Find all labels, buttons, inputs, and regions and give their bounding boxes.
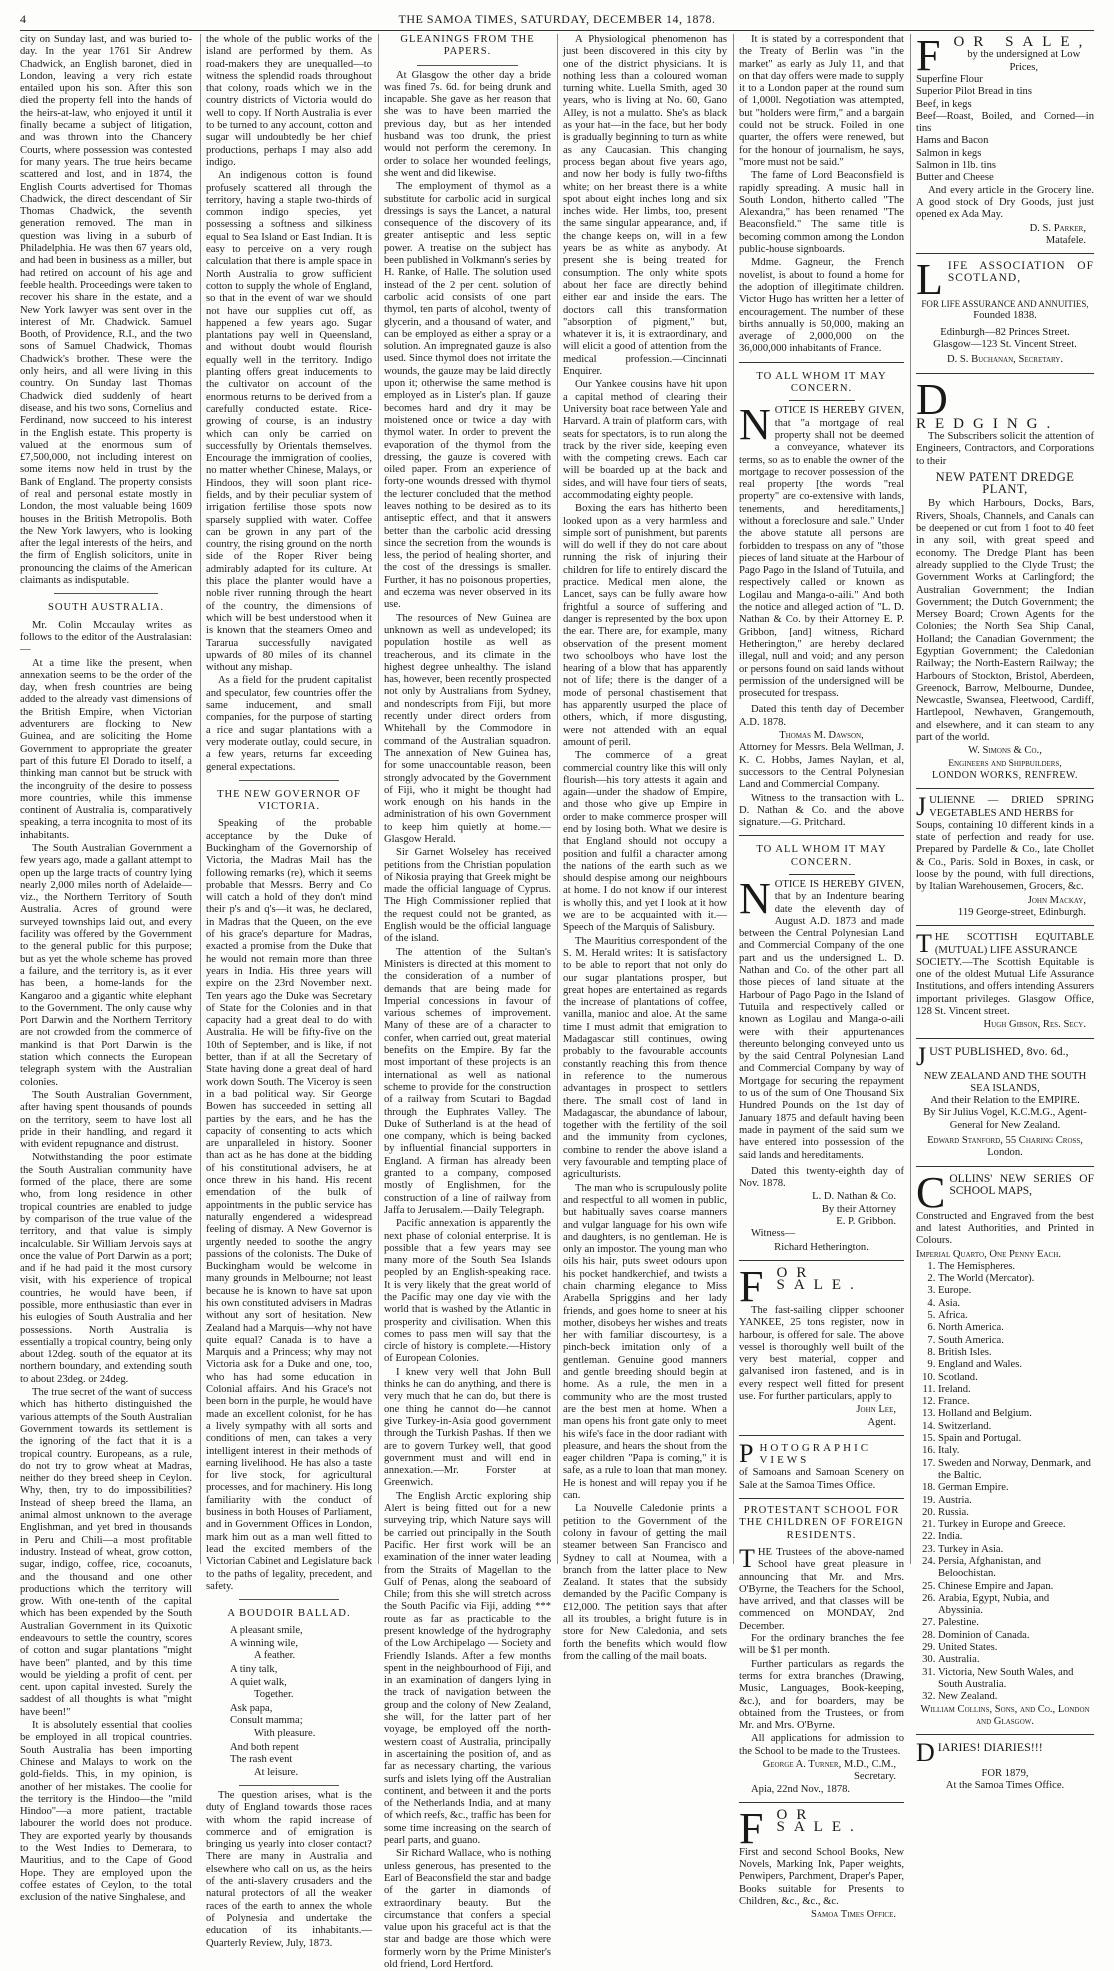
protestant-school-advert: [739, 1505, 904, 1796]
map-list-item: 21. Turkey in Europe and Greece.: [938, 1519, 1094, 1531]
divider: [916, 373, 1094, 374]
poem-line: The rash event: [230, 1754, 293, 1766]
notice-dated: Dated this tenth day of December A.D. 1878.: [739, 704, 904, 728]
column-rule: [200, 34, 201, 1564]
column-rule: [557, 34, 558, 1564]
advert-founded: Founded 1838.: [973, 310, 1037, 322]
divider: [417, 65, 517, 66]
collins-maps-advert: [916, 1167, 1094, 1728]
grocery-item: Beef, in kegs: [916, 98, 972, 110]
newspaper-title: THE SAMOA TIMES, SATURDAY, DECEMBER 14, 1878.: [398, 12, 716, 26]
article-paragraph: An indigenous cotton is found profusely scattered all through the territory, having a staple two-thirds of common indigo species, yet possessing a softness and silkiness equal to Sea Island or East Indian. It is easy to perceive on a very rough calculation that there is ample space in North Australia to grow sufficient cotton to supply the whole of England, so that in the event of war we should not have our supplies cut off, as happened a few years ago. Sugar plantations pay well in Queensland, and without doubt would flourish equally well in the territory. Indigo planting offers great inducements to the cultivator on account of the enormous returns to be derived from a carefully conducted estate. Rice-growing of course, is an industry which can only be carried on successfully by Orientals themselves. Encourage the immigration of coolies, no matter whether Chinese, Malays, or Hindoos, they will soon plant rice-fields, and by their peculiar system of irrigation fertilise those spots now sparsely supplied with water. Coffee can be grown in any part of the country, the rising ground on the north side of the Roper River being admirably adapted for its culture. At this place the planter would have a noble river running through the heart of the country, the dimensions of which will be best understood when it is known that the steamers Omeo and Tararua successfully navigated upwards of 80 miles of its channel without any mishap.: [206, 170, 372, 674]
divider: [916, 253, 1094, 254]
divider: [916, 925, 1094, 926]
article-paragraph: La Nouvelle Caledonie prints a petition to the Government of the colony in favour of getting the mail steamer between San Francisco and Sydney to call at Noumea, with a branch from the latter place to New Zealand. It states that the subsidy demanded by the Pacific Company is £12,000. The petition says that after all its troubles, a bright future is in store for New Caledonia, and sets forth the benefits which would flow from the calling of the mail boats.: [563, 1503, 727, 1662]
article-paragraph: The fame of Lord Beaconsfield is rapidly spreading. A music hall in South London, hitherto called "The Alexandra," has been renamed "The Beaconsfield." The same title is becoming common among the London public-house signboards.: [739, 170, 904, 256]
notice-signature: Thomas M. Dawson,: [779, 730, 864, 742]
notice-body: OTICE IS HEREBY GIVEN, that by an Indenture bearing date the eleventh day of August A.D. 1873 and made between the Central Polynesian Land and Commercial Company of the one part and us the undersigned L. D. Nathan and Co. of the other part all those pieces of land situate at the Harbour of Pago Pago in the Island of Tutuila and respectively called or known as Logilau and Manga-o-aili were with their appurtenances thereunto belonging conveyed unto us by the said Central Polynesian Land and Commercial Company by way of Mortgage for securing the repayment to us of the sum of One Thousand Six Hundred Pounds on the 1st day of January 1875 and default having been made in payment of the said sum we have entered into possession of the said lands and hereditaments.: [739, 879, 904, 1161]
notice-dated: Dated this twenty-eighth day of Nov. 1878.: [739, 1165, 904, 1190]
dropcap-t: T: [739, 1543, 755, 1573]
article-paragraph: I knew very well that John Bull thinks he can do anything, and there is very much that he can do, but there is one thing he cannot do—he cannot give Turkey-in-Asia good government through the Turkish Pashas. If then we are to govern Turkey well, that good government must and will end in annexation.—Mr. Forster at Greenwich.: [384, 1366, 551, 1489]
map-list-item: 7. South America.: [938, 1335, 1094, 1347]
article-paragraph: It is absolutely essential that coolies be employed in all tropical countries. South Australia has been importing Chinese and Malays to work on the gold-fields. This, in my opinion, is another of her mistakes. The coolie for the territory is the Hindoo—the "mild Hindoo"—a more patient, tractable labourer the world does not produce. They are exported yearly by thousands to the West Indies to Demerara, to Mauritius, and to the Cape of Good Hope. They are employed upon the coffee estates of Ceylon, to the total exclusion of the native Singhalese, and: [20, 1720, 192, 1904]
divider: [916, 788, 1094, 789]
poem-line: A feather.: [254, 1650, 296, 1661]
grocery-item: Salmon in kegs: [916, 147, 982, 159]
article-paragraph: Notwithstanding the poor estimate the South Australian community have formed of the place, there are some who, from long residence in other tropical countries are enabled to judge by comparison of the true value of the territory, and that value is simply incalculable. Sir William Jervois says at once the value of Port Darwin as a port; and if he had paid it the most cursory visit, with his experience of tropical countries, he would have been, if possible, more enthusiastic than ever in his eulogies of South Australia and her possessions. North Australia is essentially a tropical country, being only about 12deg. south of the equator at its northern boundary, and extending south to about 23deg. or 24deg.: [20, 1152, 192, 1385]
map-list-item: 12. France.: [938, 1396, 1094, 1408]
advert-author: By Sir Julius Vogel, K.C.M.G., Agent-General for New Zealand.: [923, 1107, 1087, 1131]
map-list-item: 30. Australia.: [938, 1654, 1094, 1666]
life-association-advert: [916, 255, 1094, 366]
map-list-item: 1. The Hemispheres.: [938, 1261, 1094, 1273]
article-paragraph: Sir Richard Wallace, who is nothing unless generous, has presented to the Earl of Beaconsfield the star and badge of the garter in diamonds of extraordinary beauty. But the circumstance that confers a special value upon his graceful act is that the star and badge are those which were formerly worn by the Prime Minister's old friend, Lord Hertford.: [384, 1848, 551, 1971]
poem-line: Together.: [254, 1688, 294, 1700]
dropcap-j: J: [916, 1041, 927, 1071]
heading-new-governor: THE NEW GOVERNOR OF VICTORIA.: [217, 788, 361, 813]
map-list-item: 6. North America.: [938, 1322, 1094, 1334]
dropcap-p: P: [739, 1438, 757, 1468]
poem-line: With pleasure.: [254, 1727, 316, 1739]
poem-line: A winning wile,: [230, 1637, 298, 1649]
advert-heading: REDGING.: [916, 415, 1060, 432]
advert-subheading: by the undersigned at Low Prices,: [967, 49, 1081, 73]
grocery-item: Superior Pilot Bread in tins: [916, 86, 1032, 98]
for-sale-grocery-advert: [916, 31, 1094, 247]
article-paragraph: The Mauritius correspondent of the S. M. Herald writes: It is satisfactory to be able to report that not only do our sugar plantations prosper, but great hopes are entertained as regards the increase of plantations of coffee, vanilla, manioc and aloe. At the same time I must admit that emigration to Madagascar still continues, owing probably to the favourable accounts constantly reaching this from thence in reference to the numerous advantages in prospect to settlers there. The small cost of land in Madagascar, the abundance of labour, together with the fertility of the soil and the immunity from cyclones, combine to render the above island a very favourable and tempting place of agriculturists.: [563, 935, 727, 1181]
dropcap-t: T: [916, 929, 932, 959]
divider: [739, 835, 904, 836]
advert-heading: HE SCOTTISH EQUITABLE (MUTUAL) LIFE ASSURANCE: [934, 932, 1094, 956]
notice-body: OTICE IS HEREBY GIVEN, that "a mortgage of real property shall not be deemed a conveyance, whatever its terms, so as to enable the owner of the mortgage to recover possession of the real property [the words "real property" are co-extensive with lands, tenements, and hereditaments,] without a foreclosure and sale." Under the above statute all persons are forbidden to trespass on any of "those pieces of land situate at the Harbour of Pago Pago in the Island of Tutuila, and respectively called or known as Logilau and Manga-o-aili." And both the notice and alleged action of "L. D. Nathan & Co. by their Attorney E. P. Gribbon, [and] witness, Richard Hetherington," are hereby declared illegal, null and void; and any person or persons found on said lands without permission of the undersigned will be prosecuted for trespass.: [739, 405, 904, 700]
advert-heading: OLLINS' NEW SERIES OF SCHOOL MAPS,: [949, 1172, 1094, 1197]
map-list-item: 25. Chinese Empire and Japan.: [938, 1581, 1094, 1593]
article-paragraph: It is stated by a correspondent that the Treaty of Berlin was "in the market" as early as July 11, and that on that day offers were made to supply it to a London paper at the round sum of 1,000l. Negotiation was attempted, but "holders were firm," and a bargain could not be struck. Foiled in one quarter, the offers were renewed, but for the honour of journalism, he says, "more must not be said.": [739, 34, 904, 168]
map-list-item: 2. The World (Mercator).: [938, 1273, 1094, 1285]
poem-line: And both repent: [230, 1742, 299, 1754]
for-sale-books-advert: [739, 1803, 904, 1922]
poem-line: Consult mamma;: [230, 1715, 303, 1727]
advert-heading: PROTESTANT SCHOOL FOR THE CHILDREN OF FOREIGN RESIDENTS.: [739, 1505, 904, 1541]
column-6: [916, 31, 1094, 1792]
notice-advert-1: [739, 400, 904, 700]
advert-heading: IARIES! DIARIES!!!: [937, 1740, 1043, 1755]
divider: [739, 362, 904, 363]
advert-signature: William Collins, Sons, and Co., London and Glasgow.: [920, 1703, 1090, 1727]
map-list-item: 4. Asia.: [938, 1298, 1094, 1310]
advert-body: Constructed and Engraved from the best and latest Authorities, and Printed in Colours.: [916, 1210, 1094, 1247]
poem-line: A quiet walk,: [230, 1676, 287, 1688]
advert-signature: D. S. Buchanan, Secretary.: [946, 354, 1064, 366]
advert-signature: W. Simons & Co.,: [968, 745, 1042, 757]
maps-list: [938, 1261, 1094, 1704]
advert-signature: Matafele.: [1045, 234, 1086, 246]
advert-body: All applications for admission to the School to be made to the Trustees.: [739, 1733, 904, 1757]
article-chadwick-text: city on Sunday last, and was buried to-day. In the year 1761 Sir Andrew Chadwick, an English baronet, died in London, leaving a very rich estate entailed upon his son. After this son died the property fell into the hands of the heirs-at-law, who enjoyed it until it finally became a subject of litigation, and was thrown into the Chancery Courts, where possession was contested for many years. The true heirs became scattered and lost, and in 1874, the English Courts advertised for Thomas Chadwick, the direct descendant of Sir Thomas Chadwick, the seventh generation removed. The man in question was living in a suburb of Philadelphia. He was then 67 years old, and had been in business as a miller, but had retired on account of his age and feeble health. Proceedings were taken to recover his share in the estate, and a New York lawyer was sent over in the interest of Mr. Chadwick. Samuel Booth, of Providence, R.I., and the two sons of Samuel Chadwick, Thomas Chadwick's brother. These were the only heirs, and all were living in this country. On Sunday last Thomas Chadwick died suddenly of heart disease, and his two sons, Cornelius and Ferdinand, now succeed to his interest in the English estate. This property is valued at the enormous sum of £7,500,000, not including interest on some items now held in trust by the Bank of England. The property consists of real and personal estate mostly in London, the most valuable being 1609 houses in the British Metropolis. Both the New York lawyers, who is looking after the legal interests of the heirs, and the firm of English solicitors, unite in pronouncing the claims of the American claimants as indisputable.: [20, 34, 192, 587]
advert-publisher: Edward Stanford, 55 Charing Cross,: [927, 1135, 1083, 1147]
advert-body: By which Harbours, Docks, Bars, Rivers, Shoals, Channels, and Canals can be deepened or cut from 1 foot to 40 feet in any soil, with great speed and economy. The Dredge Plant has been already supplied to the Clyde Trust; the Government Works at Carlingford; the Australian Government; the Indian Government; the Dutch Government; the Mersey Board; Crown Agents for the Colonies; the North Sea Ship Canal, Holland; the Canadian Government; the Egyptian Government; the Caledonian Railway; the North-Eastern Railway; the Harbours of Stockton, Bristol, Aberdeen, Greenock, Barrow, Melbourne, Dundee, Newcastle, Swansea, Fleetwood, Cardiff, Hartlepool, Newhaven, Grangemouth, and elsewhere, and it can steam to any part of the world.: [916, 498, 1094, 744]
heading-gleanings: GLEANINGS FROM THE PAPERS.: [400, 34, 535, 58]
dropcap-c: C: [916, 1167, 946, 1217]
advert-heading: UST PUBLISHED, 8vo. 6d.,: [929, 1043, 1069, 1058]
article-paragraph: Mdme. Gagneur, the French novelist, is about to found a home for the adoption of illegitimate children. Victor Hugo has written her a letter of encouragement. The number of these births annually is 50,000, making an average of 2,000,000 on the 36,000,000 inhabitants of France.: [739, 257, 904, 355]
advert-body: First and second School Books, New Novels, Marking Ink, Paper weights, Penwipers, Parchment, Draper's Paper, Books suitable for Presents to Children, &c., &c., &c.: [739, 1846, 904, 1908]
divider: [739, 1802, 904, 1803]
map-list-item: 26. Arabia, Egypt, Nubia, and Abyssinia.: [938, 1593, 1094, 1618]
divider: [916, 1038, 1094, 1039]
advert-heading: ULIENNE — DRIED SPRING VEGETABLES AND HERBS for: [929, 795, 1094, 819]
article-paragraph: The South Australian Government a few years ago, made a gallant attempt to open up the large tracts of country lying nearly 2,000 miles north of Adelaide—viz., the Northern Territory of South Australia. Acres of ground were surveyed townships laid out, and every facility was offered by the Government to the general public for this purpose; but as yet the whole scheme has proved a failure, and the territory is, as it ever has been, a home-lands for the Kangaroo and a gigantic white elephant to the Government. The only cause why Port Darwin and the Northern Territory are not crowded from the commerce of mankind is that Port Darwin is the station which connects the European telegraph system with the Australian colonies.: [20, 843, 192, 1088]
divider: [916, 1166, 1094, 1167]
map-list-item: 3. Europe.: [938, 1285, 1094, 1297]
article-paragraph: The man who is scrupulously polite and respectful to all women in public, but habitually saves coarse manners and vulgar language for his own wife and daughters, is no gentleman. He is only an impostor. The young man who oils his hair, puts sweet odours upon his pocket handkerchief, and twists a chain charming elegance to Miss Arabella Spriggins and her lady friends, and goes home to sneer at his mother, disobeys her wishes and treats her with familiar discourtesy, is a pinch-beck imitation only of a gentleman. Genuine good manners and gentle breeding should begin at home. As a rule, the men in a community who are the most trusted are the best men at home. When a man opens his front gate only to meet his wife's face in the door radiant with pleasure, and hears the shout from the eager children "Papa is coming," it is safe, as a rule to loan that man money. He is honest and will repay you if he can.: [563, 1182, 727, 1502]
poem-line: A tiny talk,: [230, 1664, 278, 1676]
column-2: [206, 34, 372, 1949]
poem-line: Ask papa,: [230, 1703, 273, 1715]
heading-south-australia: SOUTH AUSTRALIA.: [47, 602, 165, 614]
advert-heading: OR SALE.: [776, 1806, 863, 1836]
article-paragraph: The true secret of the want of success which has hitherto distinguished the various attempts of the South Australian Government towards its settlement is the ignoring of the fact that it is a tropical country. Europeans, as a rule, do not try to grow wheat at Madras, neither do they breed sheep in Ceylon. Why, then, try to do impossibilities? Instead of sheep breed the llama, an animal almost unknown to the average Englishman, and yet bred in thousands in Peru and Chili—a most profitable industry. Instead of wheat, grow cotton, sugar, indigo, coffee, rice, cocoanuts, and the thousand and one other productions which the territory will grow. With one-tenth of the capital which has been expended by the South Australian Government in its Quixotic endeavours to settle the country, scores of cotton and sugar plantations "might have been" planted, and by this time would be yielding a profit of cent. per cent. upon capital invested. Surely the saddest of all thoughts is what "might have been!": [20, 1387, 192, 1718]
poem-stanza: [230, 1664, 372, 1701]
advert-heading: HOTOGRAPHIC VIEWS: [759, 1441, 872, 1467]
advert-subheading: FOR LIFE ASSURANCE AND ANNUITIES,: [921, 299, 1089, 310]
article-paragraph: The commerce of a great commercial country like this will only flourish—his tory attests it again and again—under the shadow of Empire, and those who give up Empire in order to make commerce prosper will end by losing both. What we desire is that England should not occupy a position and fulfil a character among the nations of the earth such as we should despise among our neighbours at home. I do not know if our interest is wholly this, and yet I look at it how we are to be acquainted with it.—Speech of the Marquis of Salisbury.: [563, 750, 727, 934]
article-paragraph: the whole of the public works of the island are performed by them. As road-makers they are unequalled—to witness the splendid roads throughout that colony, roads which we in the country districts of Victoria would do well to copy. If North Australia is ever to be turned to any account, cotton and sugar will undoubtedly be her chief productions, perhaps I may also add indigo.: [206, 34, 372, 168]
dropcap-d: D: [916, 374, 957, 424]
advert-signature: John Mackay,: [1027, 894, 1086, 906]
notice-witness: Witness to the transaction with L. D. Nathan & Co. and the above signature.—G. Pritchard.: [739, 792, 904, 829]
article-paragraph: The attention of the Sultan's Ministers is directed at this moment to the consideration of a number of demands that are being made for Imperial concessions in favour of various schemes of improvement. Many of these are of a character to confer, when carried out, great material benefits on the Empire. By far the most important of these projects is an international as well as national scheme to provide for the construction of a railway from Scutari to Bagdad through the Euphrates Valley. The Duke of Sutherland is at the head of one company, which is being backed by influential financial supporters in England. A firman has already been granted to a company, composed mostly of Englishmen, for the construction of a line of railway from Jaffa to Jerusalem.—Daily Telegraph.: [384, 946, 551, 1216]
divider: [54, 593, 157, 594]
advert-signature: John Lee,: [856, 1404, 896, 1416]
advert-signature: Samoa Times Office.: [811, 1909, 896, 1921]
notice-signature: E. P. Gribbon.: [836, 1216, 896, 1228]
article-paragraph: The question arises, what is the duty of England towards those races with whom the rapid increase of commerce and of emigration is bringing us yearly into closer contact? There are many in Australia and elsewhere who call on us, as the heirs of the anti-slavery crusaders and the natural protectors of all the weaker races of the earth to annex the whole of Polynesia and undertake the education of its inhabitants.—Quarterly Review, July, 1873.: [206, 1789, 372, 1949]
divider: [239, 1785, 339, 1786]
advert-date: Apia, 22nd Nov., 1878.: [751, 1783, 851, 1795]
map-list-item: 17. Sweden and Norway, Denmark, and the Baltic.: [938, 1458, 1094, 1483]
article-paragraph: Mr. Colin Mccaulay writes as follows to the editor of the Australasian:—: [20, 619, 192, 656]
article-paragraph: The English Arctic exploring ship Alert is being fitted out for a new surveying trip, which Nature says will be carried out principally in the South Pacific. Her first work will be an examination of the inner water leading from the Straits of Magellan to the Gulf of Penas, along the seaboard of Chile; from this she will stretch across the South Pacific via Fiji, adding *** route as far as practicable to the present knowledge of the hydrography of the Low Archipelago — Society and Friendly Islands. After a few months spent in the neighbourhood of Fiji, and in an examination of dangers lying in the track of navigation between the group and the colony of New Zealand, she will, for the latter part of her voyage, be employed off the north-western coast of Australia, principally in ascertaining the position of, and as far as necessary charting, the various surfs and islets lying off the Australian continent, and between it and the ports of the Netherlands India, and at many of which reefs, &c., traffic has been for some time increasing on the search of pearl parts, and guano.: [384, 1490, 551, 1847]
dropcap-f: F: [739, 1803, 773, 1853]
article-paragraph: The resources of New Guinea are unknown as well as undeveloped; its population hostile as well as treacherous, and its climate in the highest degree unhealthy. The island has, however, been recently prospected not only by Australians from Sydney, and nondescripts from Fiji, but more recently under direct orders from Whitehall by the Commodore in command of the Australian squadron. The annexation of New Guinea has, for some unaccountable reason, been strongly advocated by the Government of Fiji, who it might be thought had work enough on his hands in the administration of his own Government to keep him quietly at home.—Glasgow Herald.: [384, 612, 551, 845]
advert-body: The Subscribers solicit the attention of Engineers, Contractors, and Corporations to their: [916, 430, 1094, 467]
poem-stanza: [230, 1625, 372, 1662]
dropcap-n: N: [739, 400, 771, 450]
map-list-item: 11. Ireland.: [938, 1384, 1094, 1396]
advert-body: For the ordinary branches the fee will be $1 per month.: [739, 1633, 904, 1657]
article-paragraph: Sir Garnet Wolseley has received petitions from the Christian population of Nikosia praying that Greek might be made the official language of Cyprus. The High Commissioner replied that the request could not be granted, as English would be the official language of the island.: [384, 847, 551, 945]
poem-line: At leisure.: [254, 1766, 299, 1778]
advert-body: HE Trustees of the above-named School have great pleasure in announcing that Mr. and Mrs. O'Byrne, the Teachers for the School, have arrived, and that classes will be commenced on MONDAY, 2nd December.: [739, 1546, 904, 1632]
advert-body: of Samoans and Samoan Scenery on Sale at the Samoa Times Office.: [739, 1467, 904, 1491]
map-list-item: 31. Victoria, New South Wales, and South Australia.: [938, 1667, 1094, 1692]
notice-signature-detail: Attorney for Messrs. Bela Wellman, J. K. C. Hobbs, James Naylan, et al, successors to the Central Polynesian Land and Commercial Company.: [739, 742, 904, 791]
map-list-item: 28. Dominion of Canada.: [938, 1630, 1094, 1642]
advert-heading: IFE ASSOCIATION OF SCOTLAND,: [947, 260, 1094, 285]
poem-stanza: [230, 1703, 372, 1740]
advert-title: NEW PATENT DREDGE PLANT,: [935, 469, 1075, 497]
divider: [739, 1498, 904, 1499]
advert-heading: OR SALE.: [776, 1264, 863, 1294]
article-paragraph: The employment of thymol as a substitute for carbolic acid in surgical dressings is says the Lancet, a natural consequence of the discovery of its greater antiseptic and less septic power. A treatise on the subject has been published in Volkmann's series by H. Ranke, of Halle. The solution used instead of the 2 per cent. solution of carbolic acid consists of one part thymol, ten parts of alcohol, twenty of glycerin, and a thousand of water, and can be employed as either a spray or a solution. An impregnated gauze is also used. Since thymol does not irritate the wounds, the gauze may be laid directly upon it; otherwise the same method is employed as in Lister's plan. If gauze becomes hard and dry it may be moistened once or twice a day with thymol water. In order to prevent the evaporation of the thymol from the dressing, the gauze is covered with oiled paper. From an experience of forty-one wounds dressed with thymol the lecturer concluded that the method leaves nothing to be desired as to its antiseptic effect, and that it answers better than the carbolic acid dressing since the secretion from the wounds is less, the period of healing shorter, and the cost of the dressings is smaller. Further, it has no poisonous properties, and eczema was never observed in its use.: [384, 181, 551, 611]
advert-body: SOCIETY.—The Scottish Equitable is one of the oldest Mutual Life Assurance Institutions, and offers intending Assurers important privileges. Glasgow Office, 128 St. Vincent street.: [916, 956, 1094, 1017]
divider: [789, 400, 855, 401]
page-number: 4: [20, 12, 27, 26]
advert-signature: George A. Turner, M.D., C.M.,: [762, 1759, 896, 1770]
map-list-item: 16. Italy.: [938, 1445, 1094, 1457]
article-paragraph: Boxing the ears has hitherto been looked upon as a very harmless and simple sort of punishment, but parents will do well if they do not care about running the risk of injuring their children for life to entirely discard the practice. Medical men alone, the Lancet, says can be fully aware how frightful a source of suffering and danger is represented by the box upon the ear. There are, for example, many observation of the present moment two schoolboys who have lost the hearing of a blow that has apparently not of life; there is the danger of a mode of personal chastisement that has apparently usurped the place of others, which, if more disgusting, were not attended with an equal amount of peril.: [563, 503, 727, 748]
advert-location: At the Samoa Times Office.: [945, 1780, 1065, 1792]
map-list-item: 9. England and Wales.: [938, 1359, 1094, 1371]
map-list-item: 24. Persia, Afghanistan, and Beloochistan.: [938, 1556, 1094, 1581]
notice-signature: By their Attorney: [821, 1203, 896, 1215]
masthead: [20, 8, 1094, 31]
divider: [239, 780, 339, 781]
notice-witness-name: Richard Hetherington.: [774, 1241, 869, 1253]
divider: [739, 1435, 904, 1436]
dropcap-j: J: [916, 792, 927, 822]
column-4: [563, 34, 727, 1662]
map-list-item: 19. Austria.: [938, 1495, 1094, 1507]
julienne-advert: [916, 792, 1094, 919]
map-list-item: 10. Scotland.: [938, 1372, 1094, 1384]
dredging-advert: [916, 374, 1094, 783]
notice-heading: TO ALL WHOM IT MAY CONCERN.: [756, 370, 887, 395]
map-list-item: 20. Russia.: [938, 1507, 1094, 1519]
notice-advert-2: [739, 874, 904, 1162]
divider: [916, 1734, 1094, 1735]
divider: [239, 1599, 339, 1600]
article-paragraph: Pacific annexation is apparently the next phase of colonial enterprise. It is possible that a few years may see many more of the South Sea Islands peopled by an English-speaking race. It is very likely that the great world of the Pacific may one day vie with the world that is washed by the Atlantic in prosperity and civilisation. When this comes to pass men will say that the circle of history is complete.—History of European Colonies.: [384, 1218, 551, 1365]
diaries-advert: [916, 1738, 1094, 1793]
advert-body: The fast-sailing clipper schooner YANKEE, 25 tons register, now in harbour, is offered for sale. The above vessel is thoroughly well built of the very best material, copper and galvanised iron fastened, and is in every respect well fitted for present use. For further particulars, apply to: [739, 1304, 904, 1402]
column-rule: [910, 34, 911, 1564]
column-rule: [378, 34, 379, 1564]
notice-signature: L. D. Nathan & Co.: [812, 1191, 896, 1203]
article-paragraph: Speaking of the probable acceptance by the Duke of Buckingham of the Governorship of Victoria, the Madras Mail has the following remarks (re), which it seems probable that Messrs. Berry and Co will catch a hold of they don't mind their p's and q's—it was, he declared, in Madras that the Queen, on the eve of his grace's departure for Madras, exacted a promise from the Duke that he would not remain more than three years in India. His three years will expire on the 23rd November next. Ten years ago the Duke was Secretary of State for the Colonies and in that capacity had a great deal to do with Australia. He will be fifty-five on the 10th of September, and is like, if not better, than if at all the Secretary of State having done a great deal of hard work down South. The Viceroy is seen in a bad political way. Sir George Bowen has succeeded in setting all parties by the ears, and he has the capacity of consenting to acts which are unparalleled in history. Sooner than act as he has done at the bidding of his constitutional advisers, he at once threw in his hand. His recent emendation of the bulk of appointments in the public service has naturally engendered a widespread feeling of dismay. A New Governor is urgently needed to soothe the angry passions of the colonists. The Duke of Buckingham would be welcome in many grounds in Melbourne; not least because he is known to have sat upon his own constituted advisers in Madras without any sort of hesitation. New Zealand had a Marquis—why not have quite equal? Canada is to have a Marquis and a Princess; why may not Victoria ask for a Duke and one, too, who has had some education in Colonial affairs. And his Grace's not been born in the purple, he would have made an excellent colonist, for he has a lively sympathy with all sorts and conditions of men, can takes a very intelligent interest in their methods of earning livelihood. He has also a taste for live stock, for agricultural processes, and for machinery. His long familiarity with the conduct of business in both Houses of Parliament, and in Government Offices in London, mark him out as a man well fitted to lead the excited members of the Victorian Cabinet and Legislature back to the paths of legality, precedent, and safety.: [206, 818, 372, 1592]
photographic-views-advert: [739, 1438, 904, 1492]
article-paragraph: Our Yankee cousins have hit upon a capital method of clearing their University boat race between Yale and Harvard. A train of platform cars, with seats for spectators, is to run along the track by the river side, keeping even with the competing crews. Each car will be boarded up at the back and sides, and will have four tiers of seats, accommodating eighty people.: [563, 379, 727, 501]
notice-heading: TO ALL WHOM IT MAY CONCERN.: [756, 844, 887, 868]
advert-signature: Agent.: [867, 1416, 896, 1428]
grocery-item: Beef—Roast, Boiled, and Corned—in tins: [916, 110, 1094, 135]
map-list-item: 27. Palestine.: [938, 1617, 1094, 1629]
column-3: [384, 34, 551, 1971]
grocery-item: Salmon in 1lb. tins: [916, 160, 997, 172]
advert-body: Soups, containing 10 different kinds in a state of perfection and ready for use. Prepared by Pardelle & Co., late Chollet & Co., Paris. Sold in Boxes, in cask, or loose by the pound, with full directions, by Italian Warehousemen, Grocers, &c.: [916, 819, 1094, 893]
advert-publisher: London.: [987, 1147, 1023, 1159]
poem-stanza: [230, 1742, 372, 1779]
advert-year: FOR 1879,: [981, 1768, 1029, 1780]
just-published-advert: [916, 1041, 1094, 1160]
article-paragraph: At Glasgow the other day a bride was fined 7s. 6d. for being drunk and incapable. She gave as her reason that she was to have been married the previous day, but as her intended husband was too drunk, the priest would not perform the ceremony. In order to solace her wounded feelings, she went and did likewise.: [384, 69, 551, 179]
for-sale-schooner-advert: [739, 1261, 904, 1429]
advert-body: And every article in the Grocery line. A good stock of Dry Goods, just just opened ex Ada May.: [916, 184, 1094, 221]
dropcap-f: F: [739, 1261, 773, 1311]
article-paragraph: At a time like the present, when annexation seems to be the order of the day, when fresh countries are being added to the already vast dimensions of the British Empire, when Victorian adventurers are flocking to New Guinea, and are soliciting the Home Government to appropriate the greater part of this future El Dorado to itself, a thinking man cannot but be struck with the incongruity of the desire to possess more countries, while this immense continent of Australia is, comparatively speaking, a terra incognita to most of its inhabitants.: [20, 657, 192, 841]
map-list-item: 15. Spain and Portugal.: [938, 1433, 1094, 1445]
column-1: [20, 34, 192, 1904]
grocery-item: Butter and Cheese: [916, 172, 994, 184]
advert-heading: OR SALE,: [953, 34, 1092, 50]
heading-boudoir-ballad: A BOUDOIR BALLAD.: [227, 1608, 351, 1620]
grocery-item: Hams and Bacon: [916, 135, 989, 147]
advert-signature: Hugh Gibson, Res. Secy.: [983, 1019, 1086, 1031]
advert-body: Further particulars as regards the terms for extra branches (Drawing, Music, Languages, Book-keeping, &c.), and for boarders, may be obtained from the Trustees, or from Mr. and Mrs. O'Byrne.: [739, 1658, 904, 1732]
advert-signature: Secretary.: [854, 1771, 896, 1783]
map-list-item: 29. United States.: [938, 1642, 1094, 1654]
dropcap-f: F: [916, 31, 950, 80]
advert-price: Imperial Quarto, One Penny Each.: [916, 1248, 1061, 1260]
article-paragraph: A Physiological phenomenon has just been discovered in this city by one of the district physicians. It is nothing less than a coloured woman turning white. Luella Smith, aged 30 years, who is living at No. 60, Gano Alley, is not a mulatto. She's as black as your hat—in the face, but her body is gradually beginning to turn as white as any Caucasian. This changing process began about five years ago, and now her body is fully two-fifths white; on her breast there is a white spot about eight inches long and six inches wide. Her limbs, too, present the same singular appearance, and, if the change keeps on, will in a few years be as white as anybody. At present she is being treated for consumption. The only white spots about her face are directly behind either ear and inside the ears. The doctors call this transformation "absorption of pigment," but, whatever it is, it is extraordinary, and will elicit a good of attention from the medical profession.—Cincinnati Enquirer.: [563, 34, 727, 378]
advert-signature: Engineers and Shipbuilders,: [948, 758, 1062, 769]
map-list-item: 23. Turkey in Asia.: [938, 1544, 1094, 1556]
map-list-item: 13. Holland and Belgium.: [938, 1408, 1094, 1420]
divider: [739, 1260, 904, 1261]
advert-address: Glasgow—123 St. Vincent Street.: [933, 339, 1077, 351]
dropcap-l: L: [916, 255, 944, 305]
advert-signature: 119 George-street, Edinburgh.: [957, 906, 1086, 918]
advert-subheading: And their Relation to the EMPIRE.: [930, 1095, 1080, 1107]
divider: [789, 874, 855, 875]
map-list-item: 14. Switzerland.: [938, 1421, 1094, 1433]
article-paragraph: The South Australian Government, after having spent thousands of pounds on the territory, seem to have lost all pride in their handling, and regard it with evident repugnance and distrust.: [20, 1089, 192, 1151]
column-rule: [733, 34, 734, 1564]
dropcap-d: D: [916, 1738, 935, 1768]
advert-address: Edinburgh—82 Princes Street.: [940, 326, 1070, 338]
article-paragraph: As a field for the prudent capitalist and speculator, few countries offer the same inducement, and small companies, for the purpose of starting a rice and sugar plantations with a very moderate outlay, could secure, in a few years, returns far exceeding general expectations.: [206, 675, 372, 773]
advert-title: NEW ZEALAND AND THE SOUTH SEA ISLANDS,: [923, 1070, 1087, 1094]
notice-witness: Witness—: [751, 1228, 796, 1240]
map-list-item: 22. India.: [938, 1531, 1094, 1543]
column-5: [739, 34, 904, 1921]
dropcap-n: N: [739, 874, 771, 923]
scottish-equitable-advert: [916, 929, 1094, 1031]
grocery-item: Superfine Flour: [916, 74, 983, 85]
map-list-item: 32. New Zealand.: [938, 1691, 1094, 1703]
advert-signature: LONDON WORKS, RENFREW.: [931, 769, 1078, 781]
map-list-item: 8. British Isles.: [938, 1347, 1094, 1359]
map-list-item: 5. Africa.: [938, 1310, 1094, 1322]
advert-signature: D. S. Parker,: [1029, 222, 1086, 234]
poem-line: A pleasant smile,: [230, 1625, 303, 1637]
map-list-item: 18. German Empire.: [938, 1482, 1094, 1494]
